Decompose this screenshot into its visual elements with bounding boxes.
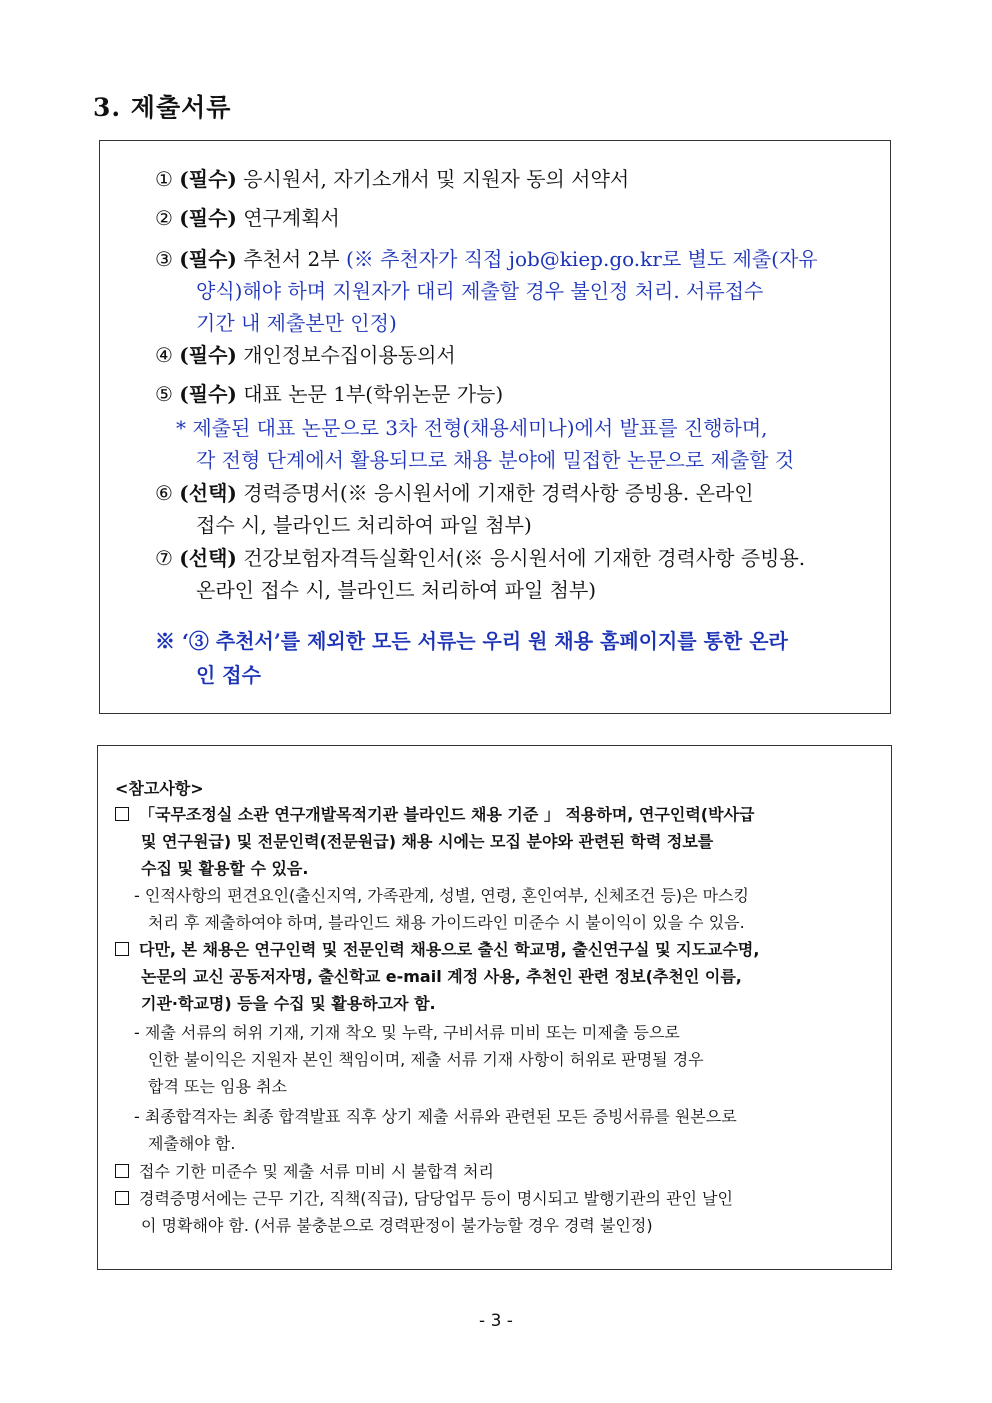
item-tag: (필수) (179, 247, 237, 271)
reference-text: - 최종합격자는 최종 합격발표 직후 상기 제출 서류와 관련된 모든 증빙서류를 원본으로 (134, 1107, 737, 1126)
reference-item-4 (115, 1185, 877, 1239)
item-note: 기간 내 제출본만 인정) (196, 311, 397, 335)
page-number: - 3 - (479, 1311, 513, 1331)
document-item-4 (155, 339, 865, 371)
reference-text: 수집 및 활용할 수 있음. (141, 859, 309, 878)
reference-item-3 (115, 1158, 877, 1185)
document-item-3 (155, 243, 865, 339)
item-text: 연구계획서 (243, 206, 340, 230)
notice-line: 인 접수 (196, 663, 261, 687)
item-text: 개인정보수집이용동의서 (243, 343, 456, 367)
reference-text: 「국무조정실 소관 연구개발목적기관 블라인드 채용 기준 」 적용하며, 연구인력(박사급 (139, 805, 755, 824)
document-item-2 (155, 202, 865, 234)
item-text: 추천서 2부 (243, 247, 340, 271)
item-text: 접수 시, 블라인드 처리하여 파일 첨부) (196, 513, 532, 537)
checkbox-icon (115, 1164, 129, 1178)
reference-text: 처리 후 제출하여야 하며, 블라인드 채용 가이드라인 미준수 시 불이익이 있을 수 있음. (148, 913, 745, 932)
item-tag: (필수) (179, 206, 237, 230)
item-number: ③ (155, 247, 173, 271)
reference-text: 기관·학교명) 등을 수집 및 활용하고자 함. (141, 994, 436, 1013)
reference-text: 경력증명서에는 근무 기간, 직책(직급), 담당업무 등이 명시되고 발행기관의 관인 날인 (139, 1189, 733, 1208)
reference-text: 논문의 교신 공동저자명, 출신학교 e-mail 계정 사용, 추천인 관련 정보(추천인 이름, (141, 967, 742, 986)
item-number: ⑥ (155, 481, 173, 505)
reference-item-2 (115, 936, 877, 1017)
online-submission-notice (155, 624, 865, 692)
document-item-6 (155, 477, 865, 541)
reference-notes-box (97, 745, 892, 1270)
checkbox-icon (115, 942, 129, 956)
item-note: 양식)해야 하며 지원자가 대리 제출할 경우 불인정 처리. 서류접수 (196, 279, 764, 303)
item-text: 온라인 접수 시, 블라인드 처리하여 파일 첨부) (196, 578, 597, 602)
item-number: ① (155, 167, 173, 191)
reference-text: 이 명확해야 함. (서류 불충분으로 경력판정이 불가능할 경우 경력 불인정) (141, 1216, 653, 1235)
reference-text: 다만, 본 채용은 연구인력 및 전문인력 채용으로 출신 학교명, 출신연구실 및 지도교수명, (139, 940, 760, 959)
section-title: 3. 제출서류 (93, 93, 232, 122)
reference-text: - 제출 서류의 허위 기재, 기재 착오 및 누락, 구비서류 미비 또는 미제출 등으로 (134, 1023, 680, 1042)
reference-text: 합격 또는 임용 취소 (148, 1077, 287, 1096)
reference-text: 제출해야 함. (148, 1134, 236, 1153)
item-number: ⑤ (155, 382, 173, 406)
item-note: (※ 추천자가 직접 job@kiep.go.kr로 별도 제출(자유 (345, 247, 818, 271)
item-tag: (필수) (179, 167, 237, 191)
reference-text: 및 연구원급) 및 전문인력(전문원급) 채용 시에는 모집 분야와 관련된 학력 정보를 (141, 832, 714, 851)
item5-note-line-1: * 제출된 대표 논문으로 3차 전형(채용세미나)에서 발표를 진행하며, (176, 416, 768, 440)
item-tag: (필수) (179, 382, 237, 406)
reference-subitem-3 (134, 1103, 879, 1157)
reference-text: 인한 불이익은 지원자 본인 책임이며, 제출 서류 기재 사항이 허위로 판명될 경우 (148, 1050, 704, 1069)
item-tag: (선택) (179, 481, 237, 505)
item-tag: (선택) (179, 546, 237, 570)
notice-line: ※ ‘③ 추천서’를 제외한 모든 서류는 우리 원 채용 홈페이지를 통한 온라 (155, 629, 788, 653)
item5-note-line-2: 각 전형 단계에서 활용되므로 채용 분야에 밀접한 논문으로 제출할 것 (196, 448, 795, 472)
item-number: ④ (155, 343, 173, 367)
item-text: 건강보험자격득실확인서(※ 응시원서에 기재한 경력사항 증빙용. (243, 546, 806, 570)
reference-subitem-1 (134, 882, 879, 936)
item-number: ② (155, 206, 173, 230)
reference-subitem-2 (134, 1019, 879, 1100)
document-item-5 (155, 378, 865, 410)
item-text: 경력증명서(※ 응시원서에 기재한 경력사항 증빙용. 온라인 (243, 481, 754, 505)
reference-text: 접수 기한 미준수 및 제출 서류 미비 시 불합격 처리 (139, 1162, 494, 1181)
checkbox-icon (115, 807, 129, 821)
item-text: 응시원서, 자기소개서 및 지원자 동의 서약서 (243, 167, 630, 191)
item-tag: (필수) (179, 343, 237, 367)
reference-item-1 (115, 801, 877, 882)
document-item-1 (155, 163, 865, 195)
checkbox-icon (115, 1191, 129, 1205)
reference-text: - 인적사항의 편견요인(출신지역, 가족관계, 성별, 연령, 혼인여부, 신체조건 등)은 마스킹 (134, 886, 749, 905)
item-number: ⑦ (155, 546, 173, 570)
required-documents-box (99, 140, 891, 714)
reference-title: <참고사항> (115, 779, 204, 798)
item-text: 대표 논문 1부(학위논문 가능) (243, 382, 504, 406)
document-item-7 (155, 542, 865, 606)
